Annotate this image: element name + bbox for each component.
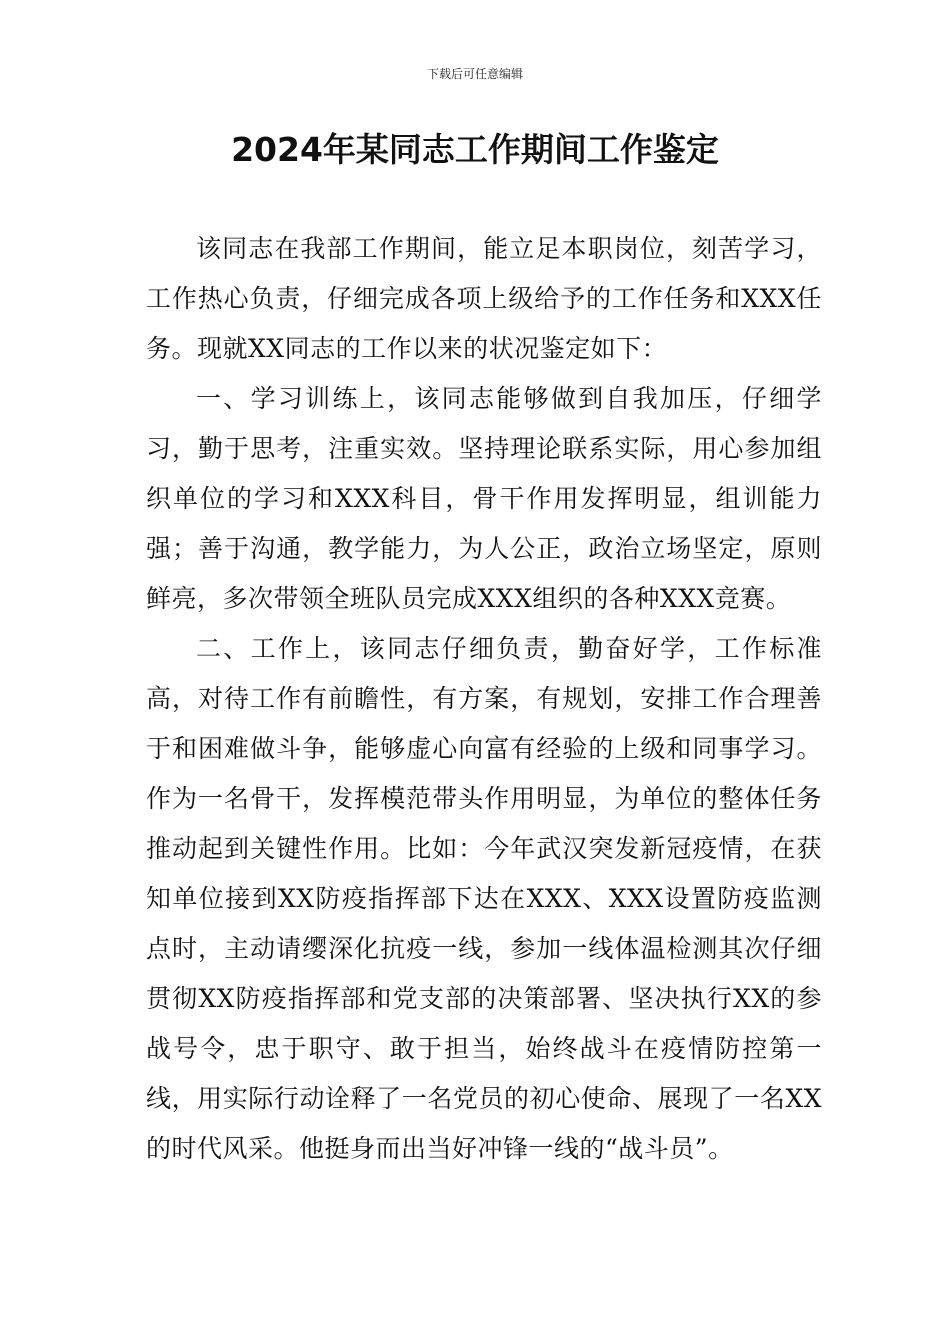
header-note: 下载后可任意编辑 [426,67,523,81]
paragraph-study-training: 一、学习训练上，该同志能够做到自我加压，仔细学习，勤于思考，注重实效。坚持理论联系实际，用心参加组织单位的学习和XXX科目，骨干作用发挥明显，组训能力强；善于沟通，教学能力，为人公正，政治立场坚定，原则鲜亮，多次带领全班队员完成XXX组织的各种XXX竞赛。 [146,384,822,613]
document-title: 2024年某同志工作期间工作鉴定 [231,130,719,169]
document-body [146,224,822,1174]
paragraph-work: 二、工作上，该同志仔细负责，勤奋好学，工作标准高，对待工作有前瞻性，有方案，有规划，安排工作合理善于和困难做斗争，能够虚心向富有经验的上级和同事学习。作为一名骨干，发挥模范带头作用明显，为单位的整体任务推动起到关键性作用。比如：今年武汉突发新冠疫情，在获知单位接到XX防疫指挥部下达在XXX、XXX设置防疫监测点时，主动请缨深化抗疫一线，参加一线体温检测其次仔细贯彻XX防疫指挥部和党支部的决策部署、坚决执行XX的参战号令，忠于职守、敢于担当，始终战斗在疫情防控第一线，用实际行动诠释了一名党员的初心使命、展现了一名XX的时代风采。他挺身而出当好冲锋一线的“战斗员”。 [146,634,822,1163]
paragraph-intro: 该同志在我部工作期间，能立足本职岗位，刻苦学习，工作热心负责，仔细完成各项上级给予的工作任务和XXX任务。现就XX同志的工作以来的状况鉴定如下： [146,234,822,363]
